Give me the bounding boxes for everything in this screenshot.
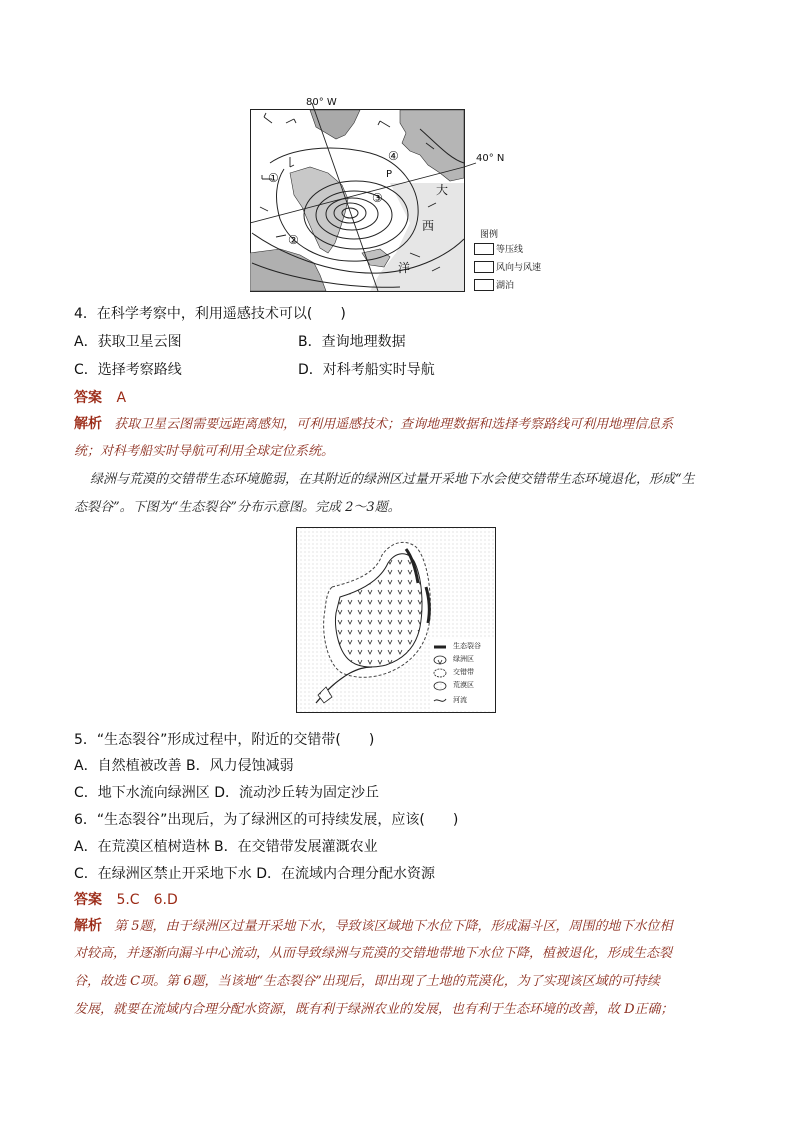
legend-oasis-icon — [434, 656, 446, 664]
explanation-5-6-line3: 谷，故选 C项。第 6题，当该地“生态裂谷”出现后，即出现了土地的荒漠化，为了实现该区域的可持续 — [74, 974, 660, 989]
intro-line2: 态裂谷”。下图为“生态裂谷”分布示意图。完成 2～3题。 — [74, 500, 401, 515]
explanation-5-6-line1: 解析 第 5题，由于绿洲区过量开采地下水，导致该区域地下水位下降，形成漏斗区，周围的地下水位相 — [74, 918, 673, 934]
answer-4-label: 答案 — [74, 390, 102, 406]
legend-wind-icon — [474, 261, 494, 273]
legend-desert-label: 荒漠区 — [453, 681, 474, 689]
question-4-option-a: A．获取卫星云图 — [74, 334, 182, 350]
marker-2: ② — [288, 233, 299, 247]
explanation-5-6-line2: 对较高，并逐渐向漏斗中心流动，从而导致绿洲与荒漠的交错地带地下水位下降，植被退化，形成生态裂 — [74, 946, 673, 961]
answer-5-6 — [74, 890, 178, 910]
legend-river-label: 河流 — [453, 696, 467, 704]
explanation-4-line2: 统；对科考船实时导航可利用全球定位系统。 — [74, 444, 335, 459]
explanation-4-label: 解析 — [74, 416, 102, 432]
marker-1: ① — [268, 171, 279, 185]
legend-isobar-icon — [474, 243, 494, 255]
answer-5-6-value: 5.C 6.D — [116, 892, 178, 908]
explanation-5-6-line4: 发展，就要在流域内合理分配水资源，既有利于绿洲农业的发展，也有利于生态环境的改善，故 D正确； — [74, 1002, 674, 1017]
ocean-char-1: 大 — [436, 183, 449, 197]
answer-4 — [74, 388, 126, 408]
answer-5-6-label: 答案 — [74, 892, 102, 908]
legend-transition-icon — [434, 669, 446, 677]
answer-4-value: A — [116, 390, 127, 406]
question-6-stem: 6．“生态裂谷”出现后，为了绿洲区的可持续发展，应该( ) — [74, 812, 459, 828]
question-5-stem: 5．“生态裂谷”形成过程中，附近的交错带( ) — [74, 732, 375, 748]
ecological-rift-figure — [296, 527, 496, 713]
legend-desert-icon — [434, 682, 446, 690]
intro-line1: 绿洲与荒漠的交错带生态环境脆弱，在其附近的绿洲区过量开采地下水会使交错带生态环境退化，形成“生 — [90, 472, 695, 487]
ocean-char-3: 洋 — [398, 261, 411, 275]
point-p-label: P — [386, 169, 393, 180]
legend-isobar-label: 等压线 — [496, 245, 524, 255]
question-4-option-d: D．对科考船实时导航 — [298, 362, 435, 378]
longitude-label: 80° W — [306, 97, 337, 108]
question-6-options-ab: A．在荒漠区植树造林 B．在交错带发展灌溉农业 — [74, 839, 378, 855]
marker-3: ③ — [372, 191, 383, 205]
latitude-label: 40° N — [476, 153, 505, 164]
marker-4: ④ — [388, 149, 399, 163]
explanation-4-line1: 解析 获取卫星云图需要远距离感知，可利用遥感技术；查询地理数据和选择考察路线可利用地理信息系 — [74, 416, 674, 432]
legend-lake-icon — [474, 279, 494, 291]
legend-transition-label: 交错带 — [453, 668, 474, 676]
legend-rift-label: 生态裂谷 — [453, 642, 481, 650]
legend-wind-label: 风向与风速 — [496, 263, 542, 273]
question-4-option-b: B．查询地理数据 — [298, 334, 406, 350]
question-4-option-c: C．选择考察路线 — [74, 362, 182, 378]
explanation-5-6-label: 解析 — [74, 918, 102, 934]
question-5-options-ab: A．自然植被改善 B．风力侵蚀减弱 — [74, 758, 294, 774]
ocean-char-2: 西 — [422, 219, 435, 233]
legend-title: 图例 — [480, 230, 499, 240]
legend-lake-label: 湖泊 — [496, 281, 515, 291]
question-6-options-cd: C．在绿洲区禁止开采地下水 D．在流域内合理分配水资源 — [74, 866, 436, 882]
question-5-options-cd: C．地下水流向绿洲区 D．流动沙丘转为固定沙丘 — [74, 785, 380, 801]
question-4-stem: 4．在科学考察中，利用遥感技术可以( ) — [74, 306, 346, 322]
weather-map-figure — [250, 97, 544, 293]
legend-oasis-label: 绿洲区 — [453, 655, 474, 663]
